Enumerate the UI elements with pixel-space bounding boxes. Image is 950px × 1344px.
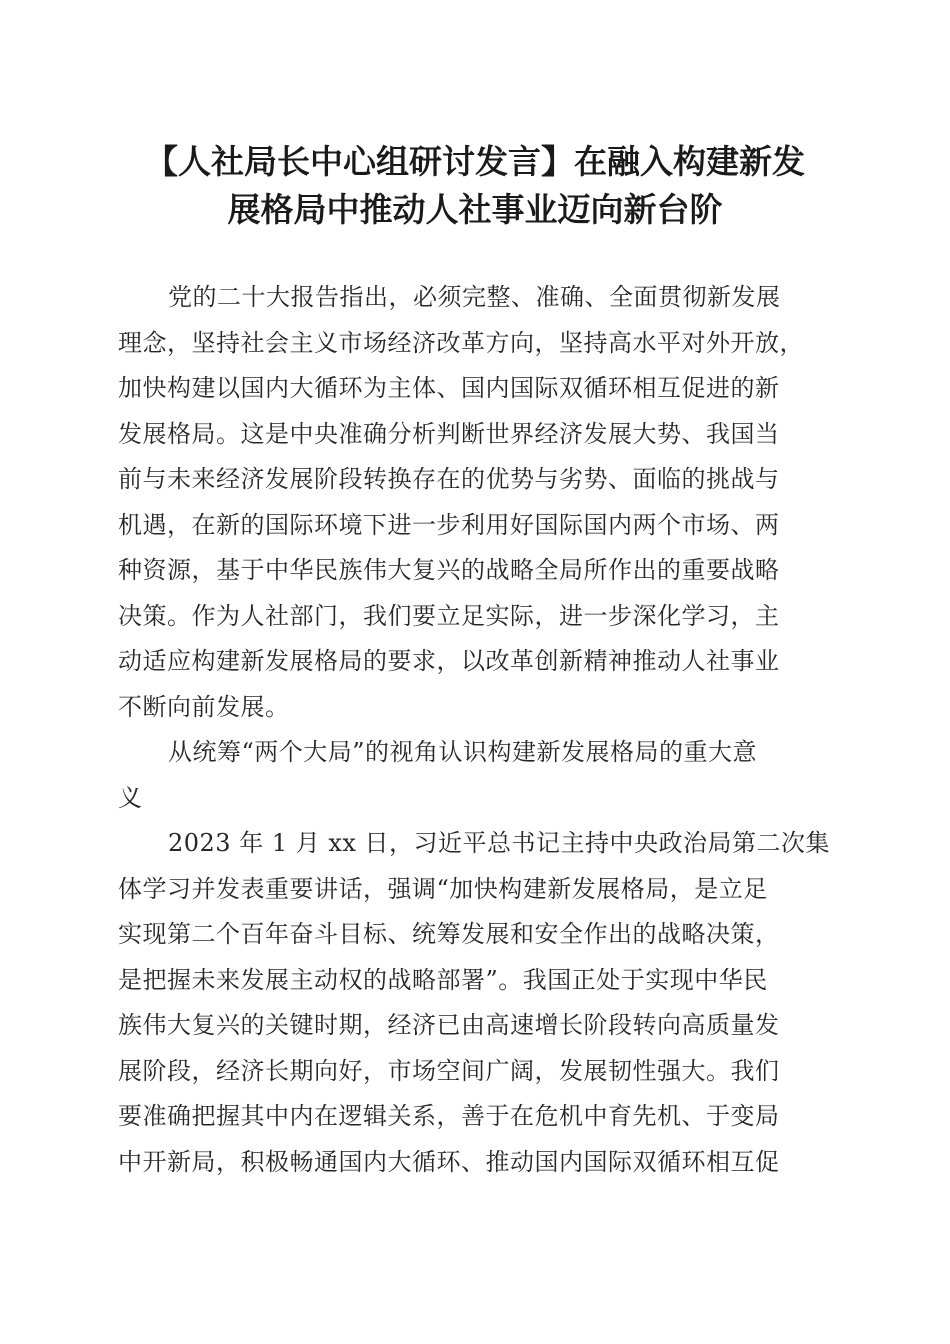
text-line: 党的二十大报告指出，必须完整、准确、全面贯彻新发展 <box>168 283 781 311</box>
title-line: 展格局中推动人社事业迈向新台阶 <box>227 190 723 229</box>
text-line: 中开新局，积极畅通国内大循环、推动国内国际双循环相互促 <box>118 1147 780 1176</box>
text-line: 前与未来经济发展阶段转换存在的优势与劣势、面临的挑战与 <box>118 465 780 493</box>
text-line: 是把握未来发展主动权的战略部署”。我国正处于实现中华民 <box>118 965 768 994</box>
text-line: 决策。作为人社部门，我们要立足实际，进一步深化学习，主 <box>118 601 780 630</box>
title-line: 【人社局长中心组研讨发言】在融入构建新发 <box>145 142 805 181</box>
text-line: 实现第二个百年奋斗目标、统筹发展和安全作出的战略决策， <box>118 920 780 948</box>
section-heading <box>118 730 833 821</box>
text-line: 机遇，在新的国际环境下进一步利用好国际国内两个市场、两 <box>118 510 780 539</box>
text-line: 加快构建以国内大循环为主体、国内国际双循环相互促进的新 <box>118 374 780 402</box>
text-line: 发展格局。这是中央准确分析判断世界经济发展大势、我国当 <box>118 419 780 448</box>
paragraph <box>118 275 833 730</box>
document-title <box>100 138 850 234</box>
text-line: 理念，坚持社会主义市场经济改革方向，坚持高水平对外开放， <box>118 328 804 357</box>
text-line: 义 <box>118 783 143 812</box>
text-line: 体学习并发表重要讲话，强调“加快构建新发展格局，是立足 <box>118 874 768 903</box>
text-line: 要准确把握其中内在逻辑关系，善于在危机中育先机、于变局 <box>118 1102 780 1130</box>
document-body <box>118 275 833 1185</box>
text-line: 族伟大复兴的关键时期，经济已由高速增长阶段转向高质量发 <box>118 1011 780 1039</box>
text-line: 2023 年 1 月 xx 日，习近平总书记主持中央政治局第二次集 <box>168 829 831 857</box>
text-line: 不断向前发展。 <box>118 692 290 721</box>
text-line: 展阶段，经济长期向好，市场空间广阔，发展韧性强大。我们 <box>118 1056 780 1085</box>
text-line: 动适应构建新发展格局的要求，以改革创新精神推动人社事业 <box>118 647 780 675</box>
text-line: 从统筹“两个大局”的视角认识构建新发展格局的重大意 <box>168 738 758 766</box>
text-line: 种资源，基于中华民族伟大复兴的战略全局所作出的重要战略 <box>118 556 780 584</box>
paragraph <box>118 821 833 1185</box>
